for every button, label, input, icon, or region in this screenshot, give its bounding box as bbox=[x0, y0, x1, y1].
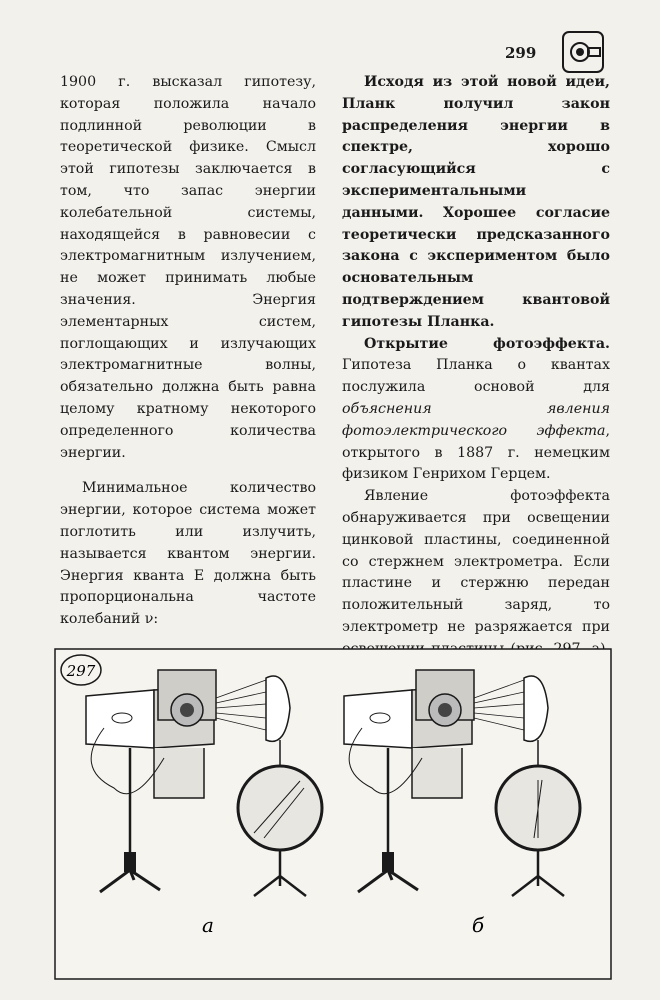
camera-projector-icon bbox=[561, 30, 605, 74]
figure-297 bbox=[54, 648, 612, 980]
paragraph-text: , открытого в 1887 г. немецким физиком Генрихом Герцем. bbox=[342, 422, 610, 483]
paragraph-text: Гипотеза Планка о квантах послужила основой для bbox=[342, 357, 610, 396]
paragraph: Явление фотоэффекта обнаруживается при освещении цинковой пластины, соединенной со стержнем электрометра. Если пластине и стержню передан положительный заряд, то электрометр не разряжается при bbox=[342, 488, 610, 635]
figure-number: 297 bbox=[66, 662, 96, 680]
figure-label-a: а bbox=[202, 913, 214, 937]
paragraph: 1900 г. высказал гипотезу, которая положила начало подлинной революции в теоретической физике. Смысл этой гипотезы заключается в том, что запас энергии колебательной системы, находящейся в равновесии с электромагнитным излучением, не может принимать любые значения. Энергия элементарных систем, поглощающих и излучающих электромагнитные волны, обязательно должна быть равна целому кратному некоторого определенного количества энергии. bbox=[60, 74, 316, 461]
paragraph bbox=[342, 334, 610, 487]
page-number: 299 bbox=[505, 44, 537, 62]
paragraph: Минимальное количество энергии, которое система может поглотить или излучить, называется квантом энергии. Энергия кванта E должна быть пропорциональна частоте колебаний ν: bbox=[60, 480, 316, 628]
emphasis-text: объяснения явления фотоэлектрического эффекта bbox=[342, 400, 610, 439]
paragraph-bold: Исходя из этой новой идеи, Планк получил закон распределения энергии в спектре, хорошо согласующийся с экспериментальными данными. Хорошее согласие теоретически предсказанного закона с экспериментом было основательным подтверждением квантовой гипотезы Планка. bbox=[342, 74, 610, 330]
figure-label-b: б bbox=[471, 913, 485, 937]
section-heading: Открытие фотоэффекта. bbox=[364, 335, 610, 352]
